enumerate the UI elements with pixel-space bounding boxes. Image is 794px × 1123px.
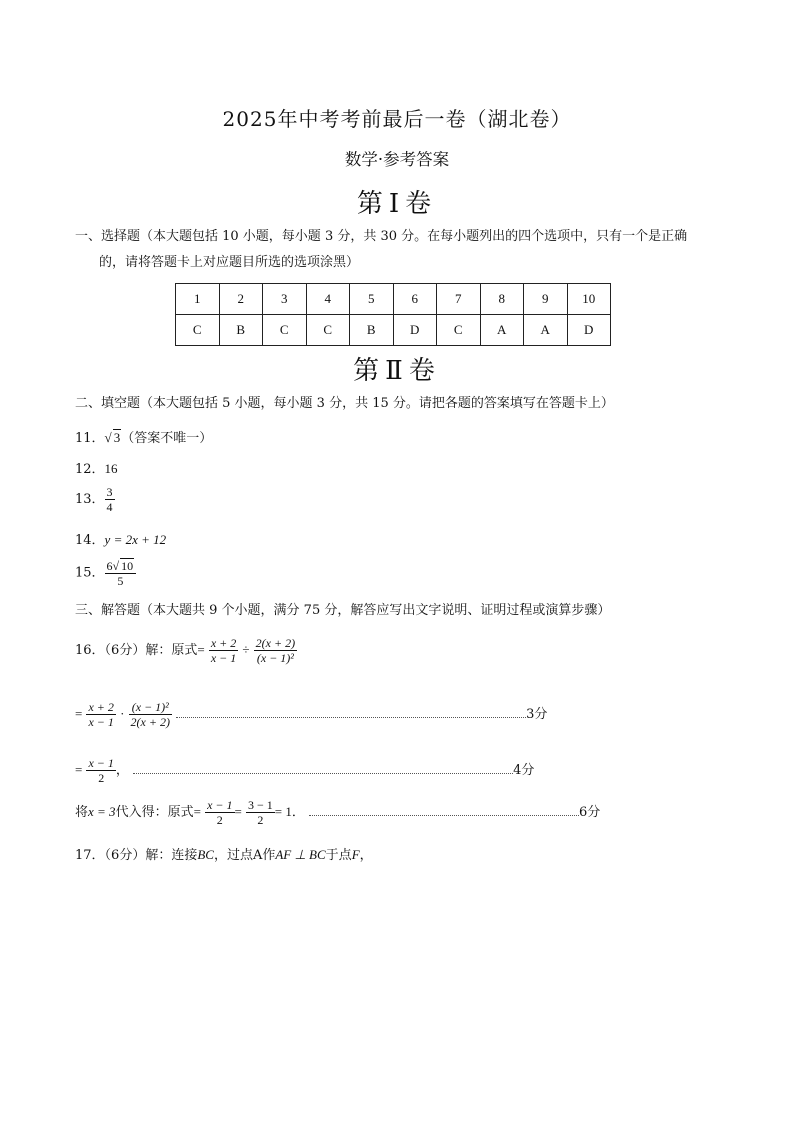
denominator: (x − 1)²: [256, 651, 294, 665]
numerator: x − 1: [88, 756, 114, 770]
radicand: 10: [121, 559, 134, 573]
equals-sign: =: [75, 762, 83, 777]
score: 4分: [513, 763, 535, 778]
numerator: 2(x + 2): [255, 636, 296, 650]
denominator: x − 1: [210, 651, 237, 665]
result: = 1．: [274, 804, 305, 819]
solution-16-line3: [75, 756, 535, 785]
question-number-cell: 2: [219, 284, 263, 315]
question-number: 14．: [75, 533, 105, 548]
denominator: 2: [98, 771, 105, 785]
denominator: 5: [117, 574, 124, 588]
answer-cell: A: [480, 315, 524, 346]
question-number: 12．: [75, 462, 105, 477]
question-number-cell: 1: [176, 284, 220, 315]
fraction: [246, 798, 275, 827]
question-number-cell: 5: [350, 284, 394, 315]
part2-heading: 第Ⅱ卷: [353, 356, 441, 386]
sqrt-sign: √: [104, 430, 112, 445]
numerator: 3 − 1: [247, 798, 273, 812]
numerator: 6√ 10: [105, 558, 137, 574]
numerator: (x − 1)²: [129, 700, 172, 715]
answer-equation: y = 2x + 12: [104, 532, 167, 547]
fraction: [105, 558, 137, 588]
answer-12: [75, 458, 118, 477]
fraction: [205, 798, 234, 827]
equals-sign: =: [234, 804, 242, 819]
fraction: [86, 700, 115, 729]
answer-13: [75, 485, 115, 514]
question-number-cell: 3: [263, 284, 307, 315]
question-number-cell: 8: [480, 284, 524, 315]
numerator: 3: [106, 485, 113, 499]
solution-17-line1: [75, 844, 373, 863]
question-number-cell: 10: [567, 284, 611, 315]
answer-15: [75, 558, 136, 588]
answer-cell: D: [567, 315, 611, 346]
question-prefix: 16．（6分）解：原式: [75, 643, 198, 658]
dotted-leader: [133, 763, 513, 774]
point-label: F: [351, 847, 360, 862]
segment-label: BC: [197, 847, 214, 862]
section3-heading: 三、解答题（本大题共 9 个小题，满分 75 分，解答应写出文字说明、证明过程或演算步骤）: [75, 603, 611, 618]
section2-heading: 二、填空题（本大题包括 5 小题，每小题 3 分，共 15 分。请把各题的答案填写在答题卡上）: [75, 396, 614, 411]
text-fragment: 于点: [325, 848, 352, 863]
answer-cell: C: [306, 315, 350, 346]
question-number-cell: 9: [524, 284, 568, 315]
fraction: [129, 700, 172, 729]
answer-cell: C: [263, 315, 307, 346]
question-number-cell: 7: [437, 284, 481, 315]
answer-table-answer-row: [176, 315, 611, 346]
denominator: x − 1: [88, 715, 114, 729]
substitute-text: 代入得：原式: [115, 805, 194, 820]
denominator: 2: [216, 813, 223, 827]
answer-cell: C: [176, 315, 220, 346]
coefficient: 6: [106, 559, 113, 573]
part1-heading: 第Ⅰ卷: [356, 189, 438, 219]
answer-cell: A: [524, 315, 568, 346]
answer-table: [175, 283, 611, 346]
answer-note: （答案不唯一）: [121, 431, 213, 446]
answer-cell: D: [393, 315, 437, 346]
denominator: 2(x + 2): [130, 715, 170, 729]
score: 3分: [526, 707, 548, 722]
dotted-leader: [176, 707, 526, 718]
substitute-value: x = 3: [88, 804, 116, 819]
question-number: 13．: [75, 492, 105, 507]
numerator: x − 1: [207, 798, 233, 812]
section1-heading: [75, 224, 725, 276]
multiply-dot: ·: [120, 706, 125, 721]
comma: ，: [115, 763, 129, 778]
fraction: [254, 636, 297, 665]
question-number-cell: 6: [393, 284, 437, 315]
text-fragment: ，过点A作: [213, 848, 276, 863]
divide-sign: ÷: [242, 642, 250, 657]
question-number: 15．: [75, 565, 105, 581]
numerator: x + 2: [88, 700, 114, 714]
comma: ，: [359, 848, 373, 863]
answer-11: [75, 427, 212, 446]
page-subtitle: 数学·参考答案: [344, 150, 450, 169]
answer-cell: C: [437, 315, 481, 346]
answer-cell: B: [350, 315, 394, 346]
answer-cell: B: [219, 315, 263, 346]
solution-16-line2: [75, 700, 595, 729]
equals-sign: =: [197, 642, 205, 657]
question-prefix: 17．（6分）解：连接: [75, 848, 198, 863]
page-title: 2025年中考考前最后一卷（湖北卷）: [222, 107, 572, 131]
question-number: 11．: [75, 431, 105, 446]
answer-table-number-row: [176, 284, 611, 315]
equals-sign: =: [75, 706, 83, 721]
answer-value: 16: [104, 461, 118, 476]
solution-16-line1: [75, 636, 297, 665]
fraction: [209, 636, 238, 665]
fraction: [105, 485, 115, 514]
score: 6分: [579, 805, 601, 820]
section1-heading-line1: 一、选择题（本大题包括 10 小题，每小题 3 分，共 30 分。在每小题列出的四个选项中，只有一个是正确: [75, 229, 688, 244]
section1-heading-line2: 的，请将答题卡上对应题目所选的选项涂黑）: [99, 255, 360, 270]
radicand: 3: [113, 430, 121, 445]
dotted-leader: [309, 805, 579, 816]
solution-16-line4: [75, 798, 635, 827]
denominator: 2: [257, 813, 264, 827]
equals-sign: =: [193, 804, 201, 819]
fraction: [86, 756, 115, 785]
answer-14: [75, 529, 166, 548]
perpendicular-expression: AF ⊥ BC: [275, 847, 326, 862]
numerator: x + 2: [210, 636, 237, 650]
question-number-cell: 4: [306, 284, 350, 315]
denominator: 4: [106, 500, 113, 514]
substitute-prefix: 将: [75, 805, 89, 820]
